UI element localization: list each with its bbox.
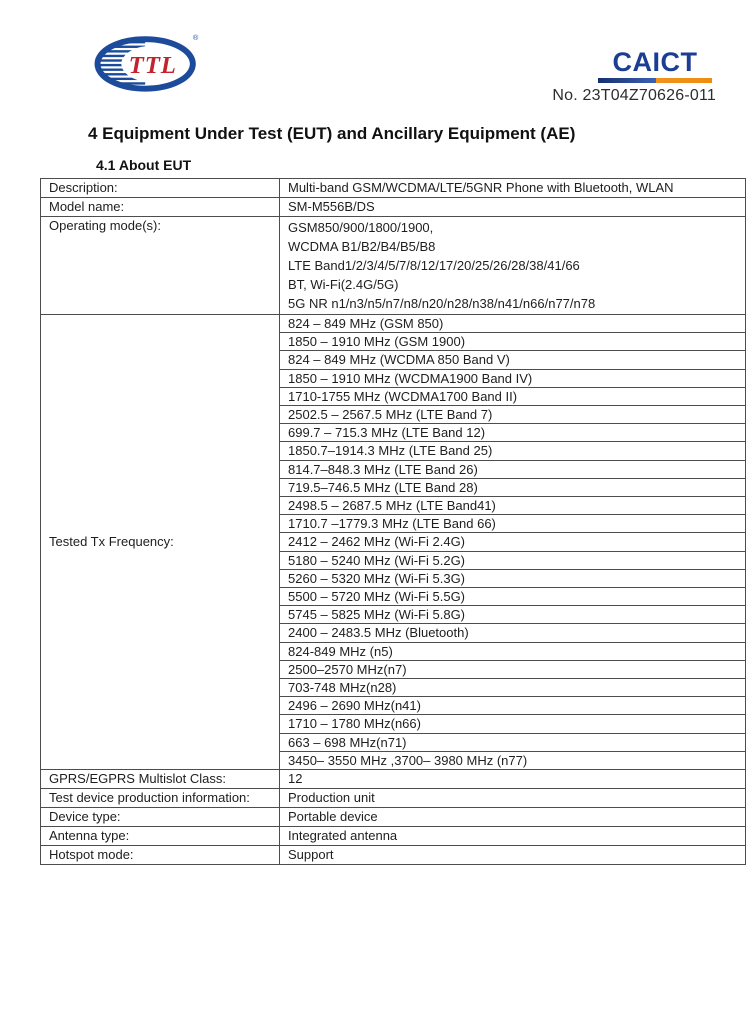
caict-logo-underline (598, 78, 712, 83)
ttl-registered-mark: ® (192, 33, 199, 43)
table-row (41, 315, 746, 333)
table-row (41, 789, 746, 808)
row-value-line: 5G NR n1/n3/n5/n7/n8/n20/n28/n38/n41/n66/n77/n78 (288, 296, 596, 311)
row-value: 814.7–848.3 MHz (LTE Band 26) (280, 460, 746, 478)
row-value: 663 – 698 MHz(n71) (280, 733, 746, 751)
row-value: 5745 – 5825 MHz (Wi-Fi 5.8G) (280, 606, 746, 624)
eut-table (40, 178, 746, 865)
row-value: 5260 – 5320 MHz (Wi-Fi 5.3G) (280, 569, 746, 587)
row-value-line: WCDMA B1/B2/B4/B5/B8 (288, 239, 436, 254)
row-value: 5500 – 5720 MHz (Wi-Fi 5.5G) (280, 588, 746, 606)
row-value: SM-M556B/DS (280, 198, 746, 217)
row-value: 1850 – 1910 MHz (GSM 1900) (280, 333, 746, 351)
row-label: Model name: (41, 198, 280, 217)
row-label: Antenna type: (41, 827, 280, 846)
row-value: 1850 – 1910 MHz (WCDMA1900 Band IV) (280, 369, 746, 387)
row-label: Test device production information: (41, 789, 280, 808)
row-value: 2400 – 2483.5 MHz (Bluetooth) (280, 624, 746, 642)
row-value: Portable device (280, 808, 746, 827)
row-value: 2496 – 2690 MHz(n41) (280, 697, 746, 715)
row-value: Production unit (280, 789, 746, 808)
row-value: 5180 – 5240 MHz (Wi-Fi 5.2G) (280, 551, 746, 569)
subsection-title: 4.1 About EUT (96, 157, 192, 173)
eut-table-body (41, 179, 746, 865)
caict-logo (598, 48, 712, 83)
row-label: Hotspot mode: (41, 846, 280, 865)
row-value: Multi-band GSM/WCDMA/LTE/5GNR Phone with Bluetooth, WLAN (280, 179, 746, 198)
ttl-logo-text: TTL (128, 52, 177, 80)
table-row (41, 217, 746, 315)
row-value: Integrated antenna (280, 827, 746, 846)
row-value: 12 (280, 770, 746, 789)
row-value: 824-849 MHz (n5) (280, 642, 746, 660)
row-value: 3450– 3550 MHz ,3700– 3980 MHz (n77) (280, 751, 746, 769)
row-value: 2412 – 2462 MHz (Wi-Fi 2.4G) (280, 533, 746, 551)
row-value: 2498.5 – 2687.5 MHz (LTE Band41) (280, 497, 746, 515)
row-label: Tested Tx Frequency: (41, 315, 280, 770)
table-row (41, 808, 746, 827)
row-value: 824 – 849 MHz (WCDMA 850 Band V) (280, 351, 746, 369)
table-row (41, 770, 746, 789)
table-row (41, 846, 746, 865)
row-value: 824 – 849 MHz (GSM 850) (280, 315, 746, 333)
row-value: 1710-1755 MHz (WCDMA1700 Band II) (280, 387, 746, 405)
table-row (41, 198, 746, 217)
row-label: Description: (41, 179, 280, 198)
row-value-line: LTE Band1/2/3/4/5/7/8/12/17/20/25/26/28/38/41/66 (288, 258, 580, 273)
row-value: 699.7 – 715.3 MHz (LTE Band 12) (280, 424, 746, 442)
row-label: Operating mode(s): (41, 217, 280, 315)
ttl-logo-icon (92, 30, 202, 96)
row-value: 703-748 MHz(n28) (280, 679, 746, 697)
row-value: 719.5–746.5 MHz (LTE Band 28) (280, 478, 746, 496)
row-value-line: BT, Wi-Fi(2.4G/5G) (288, 277, 399, 292)
caict-logo-text: CAICT (612, 47, 698, 77)
row-value (280, 217, 746, 315)
row-value: 2500–2570 MHz(n7) (280, 660, 746, 678)
row-value-line: GSM850/900/1800/1900, (288, 220, 434, 235)
row-value: 2502.5 – 2567.5 MHz (LTE Band 7) (280, 406, 746, 424)
row-value: 1710 – 1780 MHz(n66) (280, 715, 746, 733)
row-label: Device type: (41, 808, 280, 827)
section-title: 4 Equipment Under Test (EUT) and Ancillary Equipment (AE) (88, 124, 576, 143)
report-number: No. 23T04Z70626-011 (552, 87, 716, 104)
table-row (41, 827, 746, 846)
table-row (41, 179, 746, 198)
row-value: Support (280, 846, 746, 865)
row-value: 1710.7 –1779.3 MHz (LTE Band 66) (280, 515, 746, 533)
row-label: GPRS/EGPRS Multislot Class: (41, 770, 280, 789)
row-value: 1850.7–1914.3 MHz (LTE Band 25) (280, 442, 746, 460)
